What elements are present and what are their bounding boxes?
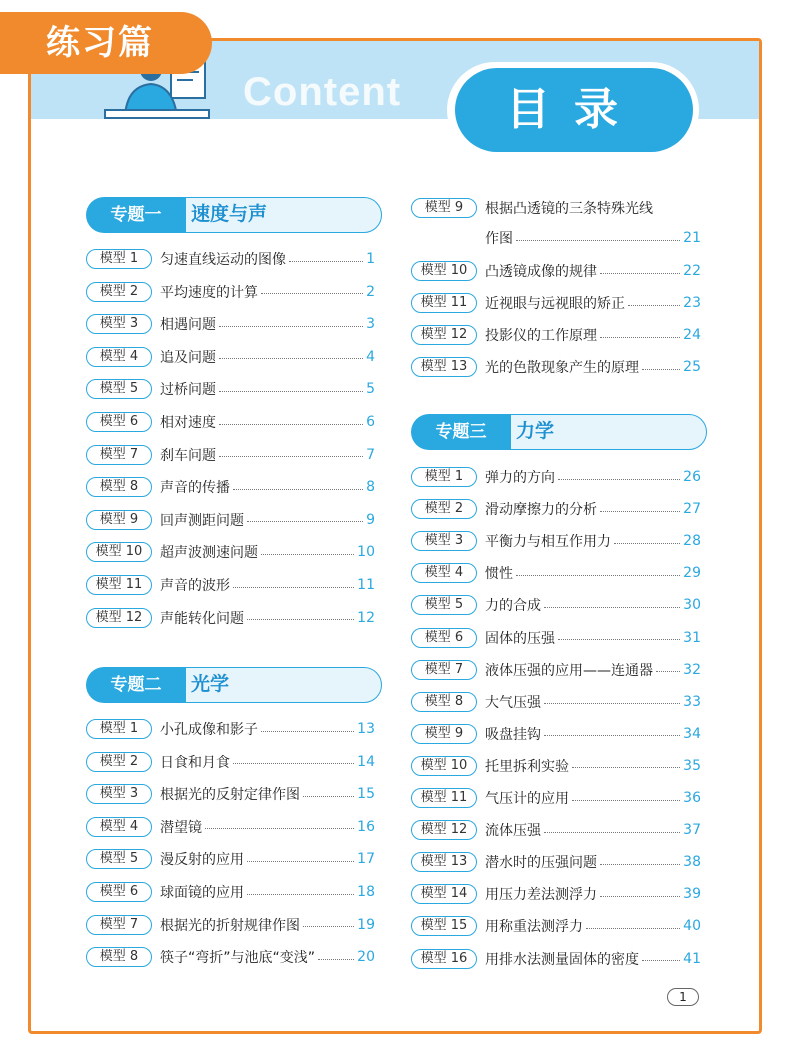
toc-item[interactable]: [86, 573, 375, 597]
item-page: 1: [366, 251, 375, 267]
toc-item[interactable]: [411, 850, 701, 874]
toc-item[interactable]: [86, 750, 375, 774]
item-page: 3: [366, 316, 375, 333]
toc-item[interactable]: [86, 247, 375, 271]
item-page: 24: [683, 327, 701, 343]
model-badge: 模型 6: [411, 628, 477, 648]
toc-item[interactable]: [411, 529, 701, 553]
model-badge: 模型 8: [86, 947, 152, 967]
item-page: 26: [683, 469, 701, 485]
item-page: 29: [683, 565, 701, 582]
item-page: 4: [366, 348, 375, 365]
section-label: 专题一: [86, 197, 186, 233]
model-badge: 模型 12: [411, 325, 477, 345]
item-title: 用排水法测量固体的密度: [485, 951, 639, 968]
leader-dots: [233, 489, 363, 490]
item-page: 36: [683, 790, 701, 806]
section-label: 专题二: [86, 667, 186, 703]
leader-dots: [544, 832, 680, 833]
toc-item[interactable]: [411, 947, 701, 971]
model-badge: 模型 4: [86, 347, 152, 367]
toc-item[interactable]: [86, 540, 375, 564]
model-badge: 模型 15: [411, 916, 477, 936]
item-page: 20: [357, 949, 375, 966]
leader-dots: [614, 543, 680, 544]
model-badge: 模型 3: [86, 314, 152, 334]
item-page: 32: [683, 661, 701, 678]
item-title: 平衡力与相互作用力: [485, 534, 611, 551]
item-page: 18: [357, 884, 375, 900]
item-title: 托里拆利实验: [485, 758, 569, 775]
item-page: 11: [357, 577, 375, 593]
model-badge: 模型 10: [86, 542, 152, 562]
leader-dots: [261, 293, 363, 294]
toc-item[interactable]: [86, 312, 375, 336]
leader-dots: [516, 575, 680, 576]
item-page: 39: [683, 886, 701, 903]
item-page: 19: [357, 916, 375, 933]
leader-dots: [247, 521, 363, 522]
item-page: 2: [366, 283, 375, 300]
leader-dots: [219, 391, 363, 392]
toc-item[interactable]: [86, 606, 375, 630]
leader-dots: [600, 273, 680, 274]
section-name: 光学: [182, 667, 382, 703]
item-title: 刹车问题: [160, 447, 216, 464]
leader-dots: [247, 861, 354, 862]
item-title: 流体压强: [485, 823, 541, 840]
leader-dots: [219, 456, 363, 457]
item-title: 液体压强的应用——连通器: [485, 662, 653, 679]
model-badge: 模型 11: [411, 788, 477, 808]
item-title: 吸盘挂钩: [485, 726, 541, 743]
item-page: 34: [683, 725, 701, 742]
toc-item[interactable]: [411, 593, 701, 617]
item-title: 声音的传播: [160, 480, 230, 497]
leader-dots: [600, 896, 680, 897]
model-badge: 模型 11: [86, 575, 152, 595]
toc-item[interactable]: [86, 280, 375, 304]
item-title: 过桥问题: [160, 382, 216, 399]
item-title: 小孔成像和影子: [160, 722, 258, 738]
leader-dots: [558, 639, 680, 640]
leader-dots: [303, 926, 354, 927]
item-title: 近视眼与远视眼的矫正: [485, 296, 625, 312]
item-title: 固体的压强: [485, 630, 555, 647]
item-title: 声能转化问题: [160, 610, 244, 627]
toc-item[interactable]: [86, 443, 375, 467]
toc-item[interactable]: [411, 323, 701, 347]
model-badge: 模型 6: [86, 882, 152, 902]
leader-dots: [572, 767, 680, 768]
item-page: 30: [683, 597, 701, 614]
leader-dots: [516, 240, 680, 241]
item-title: 用压力差法测浮力: [485, 887, 597, 904]
leader-dots: [261, 554, 354, 555]
leader-dots: [233, 763, 354, 764]
item-title: 潜水时的压强问题: [485, 855, 597, 872]
toc-item[interactable]: [411, 658, 701, 682]
leader-dots: [642, 960, 680, 961]
leader-dots: [600, 864, 680, 865]
item-title: 投影仪的工作原理: [485, 328, 597, 344]
leader-dots: [205, 828, 354, 829]
item-page: 23: [683, 295, 701, 311]
model-badge: 模型 1: [411, 467, 477, 487]
toc-item[interactable]: [86, 945, 375, 969]
toc-item[interactable]: [411, 754, 701, 778]
toc-item[interactable]: [411, 561, 701, 585]
model-badge: 模型 16: [411, 949, 477, 969]
toc-item[interactable]: [86, 782, 375, 806]
content-watermark: Content: [243, 70, 402, 114]
model-badge: 模型 10: [411, 261, 477, 281]
model-badge: 模型 6: [86, 412, 152, 432]
section-label: 专题三: [411, 414, 511, 450]
toc-item[interactable]: [411, 626, 701, 650]
model-badge: 模型 12: [411, 820, 477, 840]
leader-dots: [572, 800, 680, 801]
item-title: 匀速直线运动的图像: [160, 252, 286, 268]
toc-item[interactable]: [86, 913, 375, 937]
item-page: 31: [683, 629, 701, 646]
leader-dots: [219, 326, 363, 327]
item-title: 大气压强: [485, 694, 541, 711]
model-badge: 模型 14: [411, 884, 477, 904]
item-page: 14: [357, 753, 375, 770]
item-page: 21: [683, 230, 701, 246]
item-page: 25: [683, 359, 701, 375]
item-title: 追及问题: [160, 349, 216, 366]
toc-item[interactable]: [411, 259, 701, 283]
item-title: 日食和月食: [160, 754, 230, 771]
item-title: 根据光的折射规律作图: [160, 917, 300, 934]
leader-dots: [233, 587, 354, 588]
item-title: 潜望镜: [160, 819, 202, 836]
toc-item[interactable]: [86, 717, 375, 741]
leader-dots: [289, 261, 363, 262]
item-page: 15: [357, 786, 375, 803]
item-title: 根据光的反射定律作图: [160, 787, 300, 804]
item-page: 27: [683, 501, 701, 518]
item-page: 33: [683, 693, 701, 710]
toc-item[interactable]: [86, 377, 375, 401]
item-page: 10: [357, 544, 375, 561]
leader-dots: [247, 894, 354, 895]
model-badge: 模型 4: [411, 563, 477, 583]
toc-item[interactable]: [411, 818, 701, 842]
item-title: 回声测距问题: [160, 512, 244, 529]
item-page: 41: [683, 950, 701, 967]
toc-item[interactable]: [411, 722, 701, 746]
item-title: 筷子“弯折”与池底“变浅”: [160, 950, 316, 967]
leader-dots: [219, 424, 363, 425]
item-page: 13: [357, 721, 375, 737]
item-page: 12: [357, 609, 375, 626]
toc-item[interactable]: [411, 786, 701, 810]
item-page: 5: [366, 381, 375, 398]
leader-dots: [261, 731, 354, 732]
leader-dots: [303, 796, 354, 797]
toc-item[interactable]: [411, 914, 701, 938]
leader-dots: [219, 358, 363, 359]
toc-item[interactable]: [411, 882, 701, 906]
item-page: 38: [683, 854, 701, 871]
item-title: 气压计的应用: [485, 791, 569, 807]
model-badge: 模型 5: [86, 379, 152, 399]
model-badge: 模型 13: [411, 852, 477, 872]
toc-item[interactable]: [411, 465, 701, 489]
model-badge: 模型 4: [86, 817, 152, 837]
model-badge: 模型 2: [411, 499, 477, 519]
model-badge: 模型 3: [86, 784, 152, 804]
toc-item[interactable]: [86, 847, 375, 871]
item-title: 力的合成: [485, 598, 541, 615]
item-title: 根据凸透镜的三条特殊光线: [485, 201, 653, 217]
page-title: 目录: [455, 68, 693, 152]
toc-item[interactable]: [86, 508, 375, 532]
item-title: 相遇问题: [160, 317, 216, 334]
item-page: 35: [683, 757, 701, 774]
toc-item[interactable]: [86, 815, 375, 839]
leader-dots: [600, 511, 680, 512]
item-page: 28: [683, 533, 701, 550]
model-badge: 模型 9: [86, 510, 152, 530]
item-page: 17: [357, 851, 375, 868]
item-page: 9: [366, 511, 375, 528]
model-badge: 模型 1: [86, 249, 152, 269]
model-badge: 模型 13: [411, 357, 477, 377]
toc-item[interactable]: [86, 410, 375, 434]
item-title: 弹力的方向: [485, 470, 555, 486]
leader-dots: [586, 928, 680, 929]
exercise-tag: 练习篇: [0, 12, 212, 74]
leader-dots: [642, 369, 680, 370]
model-badge: 模型 10: [411, 756, 477, 776]
item-title: 用称重法测浮力: [485, 919, 583, 936]
model-badge: 模型 9: [411, 198, 477, 218]
toc-item[interactable]: [411, 355, 701, 379]
page-number: 1: [667, 988, 699, 1006]
model-badge: 模型 7: [86, 445, 152, 465]
model-badge: 模型 5: [411, 595, 477, 615]
leader-dots: [544, 735, 680, 736]
model-badge: 模型 8: [411, 692, 477, 712]
model-badge: 模型 3: [411, 531, 477, 551]
item-title: 球面镜的应用: [160, 885, 244, 901]
leader-dots: [628, 305, 680, 306]
item-title: 声音的波形: [160, 578, 230, 594]
model-badge: 模型 7: [411, 660, 477, 680]
toc-item[interactable]: [411, 690, 701, 714]
model-badge: 模型 1: [86, 719, 152, 739]
toc-item[interactable]: [411, 196, 701, 220]
item-title: 滑动摩擦力的分析: [485, 502, 597, 519]
toc-item[interactable]: [86, 475, 375, 499]
model-badge: 模型 2: [86, 752, 152, 772]
item-page: 6: [366, 414, 375, 430]
item-page: 40: [683, 918, 701, 935]
item-page: 8: [366, 479, 375, 496]
model-badge: 模型 7: [86, 915, 152, 935]
model-badge: 模型 8: [86, 477, 152, 497]
leader-dots: [600, 337, 680, 338]
toc-item[interactable]: [411, 226, 701, 250]
leader-dots: [247, 619, 354, 620]
item-page: 7: [366, 446, 375, 463]
model-badge: 模型 11: [411, 293, 477, 313]
item-title: 凸透镜成像的规律: [485, 264, 597, 280]
item-page: 37: [683, 822, 701, 839]
toc-item[interactable]: [411, 497, 701, 521]
item-page: 16: [357, 818, 375, 835]
model-badge: 模型 2: [86, 282, 152, 302]
item-title: 作图: [485, 231, 513, 247]
item-title: 平均速度的计算: [160, 284, 258, 301]
item-page: 22: [683, 263, 701, 279]
model-badge: 模型 12: [86, 608, 152, 628]
toc-item[interactable]: [411, 291, 701, 315]
leader-dots: [656, 671, 680, 672]
section-name: 速度与声: [182, 197, 382, 233]
toc-item[interactable]: [86, 345, 375, 369]
toc-item[interactable]: [86, 880, 375, 904]
item-title: 超声波测速问题: [160, 545, 258, 562]
section-name: 力学: [507, 414, 707, 450]
item-title: 惯性: [485, 566, 513, 583]
item-title: 相对速度: [160, 415, 216, 431]
item-title: 漫反射的应用: [160, 852, 244, 869]
model-badge: 模型 9: [411, 724, 477, 744]
item-title: 光的色散现象产生的原理: [485, 360, 639, 376]
leader-dots: [544, 703, 680, 704]
leader-dots: [558, 479, 680, 480]
model-badge: 模型 5: [86, 849, 152, 869]
leader-dots: [544, 607, 680, 608]
leader-dots: [318, 959, 354, 960]
